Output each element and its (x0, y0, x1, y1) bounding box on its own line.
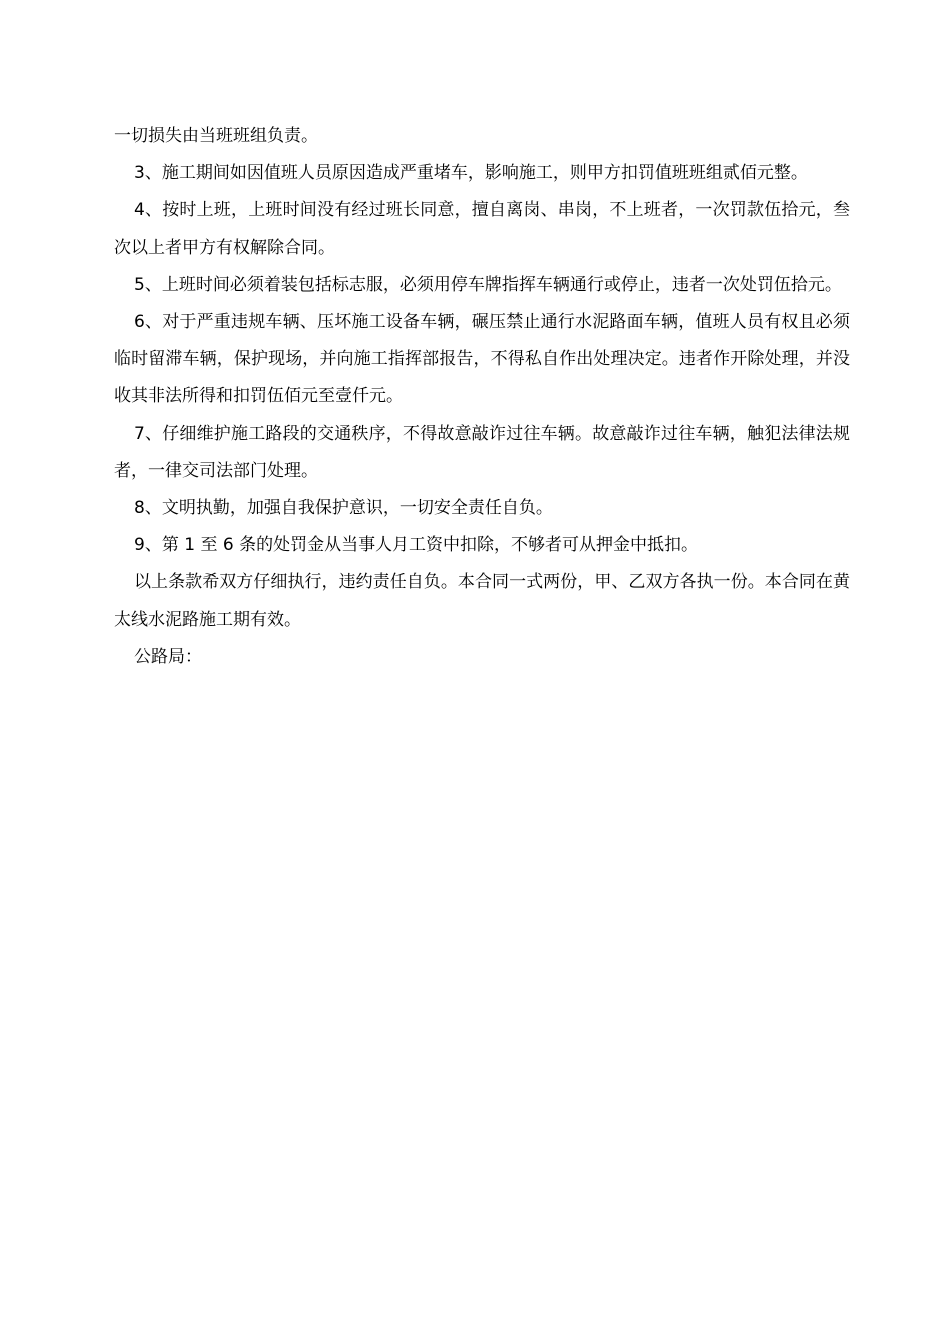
clause-6: 6、对于严重违规车辆、压坏施工设备车辆，碾压禁止通行水泥路面车辆，值班人员有权且必须临时留滞车辆，保护现场，并向施工指挥部报告，不得私自作出处理决定。违者作开除处理，并没收其非法所得和扣罚伍佰元至壹仟元。 (114, 312, 850, 407)
document-body (114, 118, 850, 676)
paragraph-continuation: 一切损失由当班班组负责。 (114, 126, 318, 146)
clause-9: 9、第 1 至 6 条的处罚金从当事人月工资中扣除，不够者可从押金中抵扣。 (134, 535, 699, 556)
clause-3: 3、施工期间如因值班人员原因造成严重堵车，影响施工，则甲方扣罚值班班组贰佰元整。 (134, 163, 808, 184)
signature-line: 公路局： (134, 646, 202, 667)
clause-8: 8、文明执勤，加强自我保护意识，一切安全责任自负。 (134, 498, 553, 519)
clause-5: 5、上班时间必须着装包括标志服，必须用停车牌指挥车辆通行或停止，违者一次处罚伍拾元。 (134, 274, 842, 295)
clause-4: 4、按时上班，上班时间没有经过班长同意，擅自离岗、串岗，不上班者，一次罚款伍拾元，叁次以上者甲方有权解除合同。 (114, 200, 850, 258)
clause-7: 7、仔细维护施工路段的交通秩序，不得故意敲诈过往车辆。故意敲诈过往车辆，触犯法律法规者，一律交司法部门处理。 (114, 423, 850, 481)
closing-paragraph: 以上条款希双方仔细执行，违约责任自负。本合同一式两份，甲、乙双方各执一份。本合同在黄太线水泥路施工期有效。 (114, 572, 850, 630)
